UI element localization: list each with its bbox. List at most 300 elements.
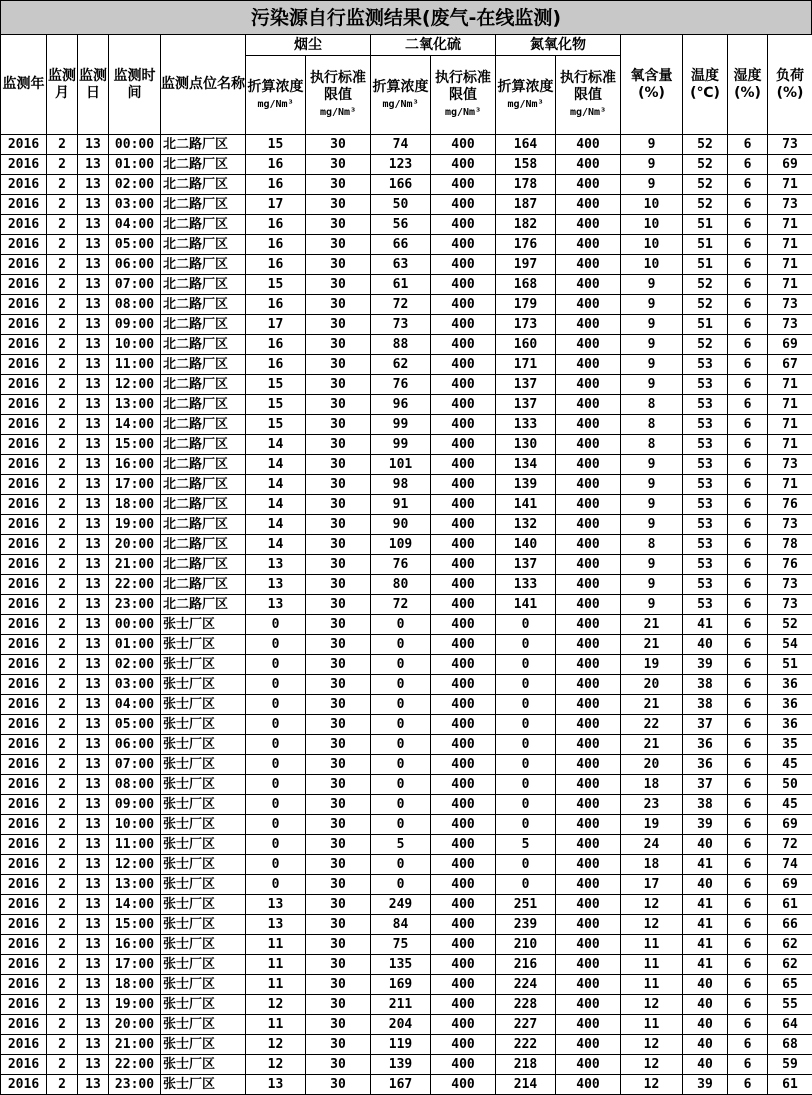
cell-load: 62 — [768, 935, 812, 955]
cell-dust-limit: 30 — [306, 315, 371, 335]
table-row — [1, 455, 812, 475]
cell-nox-limit: 400 — [556, 855, 621, 875]
cell-site: 张士厂区 — [161, 695, 246, 715]
cell-nox-limit: 400 — [556, 195, 621, 215]
cell-day: 13 — [78, 215, 109, 235]
cell-nox-limit: 400 — [556, 655, 621, 675]
cell-nox-limit: 400 — [556, 575, 621, 595]
cell-temperature: 52 — [683, 135, 728, 155]
cell-load: 36 — [768, 675, 812, 695]
cell-site: 张士厂区 — [161, 615, 246, 635]
cell-load: 65 — [768, 975, 812, 995]
cell-humidity: 6 — [728, 195, 768, 215]
cell-month: 2 — [47, 675, 78, 695]
cell-time: 23:00 — [109, 1075, 161, 1095]
cell-nox-limit: 400 — [556, 775, 621, 795]
cell-dust-concentration: 13 — [246, 575, 306, 595]
cell-year: 2016 — [1, 655, 47, 675]
cell-so2-concentration: 0 — [371, 615, 431, 635]
cell-so2-concentration: 211 — [371, 995, 431, 1015]
cell-day: 13 — [78, 195, 109, 215]
cell-so2-limit: 400 — [431, 295, 496, 315]
cell-nox-limit: 400 — [556, 695, 621, 715]
cell-oxygen: 17 — [621, 875, 683, 895]
table-row — [1, 1055, 812, 1075]
cell-nox-concentration: 140 — [496, 535, 556, 555]
cell-load: 69 — [768, 155, 812, 175]
cell-temperature: 40 — [683, 995, 728, 1015]
cell-so2-concentration: 76 — [371, 375, 431, 395]
cell-site: 北二路厂区 — [161, 235, 246, 255]
cell-load: 71 — [768, 415, 812, 435]
cell-day: 13 — [78, 615, 109, 635]
cell-nox-concentration: 158 — [496, 155, 556, 175]
cell-site: 北二路厂区 — [161, 255, 246, 275]
cell-nox-limit: 400 — [556, 535, 621, 555]
cell-so2-limit: 400 — [431, 995, 496, 1015]
table-row — [1, 855, 812, 875]
cell-so2-limit: 400 — [431, 455, 496, 475]
cell-oxygen: 8 — [621, 415, 683, 435]
cell-so2-concentration: 90 — [371, 515, 431, 535]
cell-so2-limit: 400 — [431, 775, 496, 795]
cell-oxygen: 9 — [621, 175, 683, 195]
cell-so2-concentration: 75 — [371, 935, 431, 955]
cell-so2-limit: 400 — [431, 315, 496, 335]
cell-site: 北二路厂区 — [161, 375, 246, 395]
cell-month: 2 — [47, 255, 78, 275]
cell-site: 张士厂区 — [161, 635, 246, 655]
cell-oxygen: 21 — [621, 615, 683, 635]
cell-year: 2016 — [1, 915, 47, 935]
cell-dust-limit: 30 — [306, 675, 371, 695]
cell-so2-concentration: 0 — [371, 855, 431, 875]
table-row — [1, 1035, 812, 1055]
cell-humidity: 6 — [728, 915, 768, 935]
cell-nox-limit: 400 — [556, 755, 621, 775]
cell-site: 张士厂区 — [161, 835, 246, 855]
cell-oxygen: 22 — [621, 715, 683, 735]
cell-dust-limit: 30 — [306, 475, 371, 495]
cell-oxygen: 9 — [621, 295, 683, 315]
cell-so2-limit: 400 — [431, 755, 496, 775]
cell-so2-limit: 400 — [431, 795, 496, 815]
cell-so2-concentration: 0 — [371, 715, 431, 735]
cell-so2-limit: 400 — [431, 895, 496, 915]
cell-nox-limit: 400 — [556, 735, 621, 755]
cell-temperature: 41 — [683, 955, 728, 975]
header-dust-limit — [306, 56, 371, 135]
cell-nox-limit: 400 — [556, 335, 621, 355]
cell-year: 2016 — [1, 375, 47, 395]
cell-time: 07:00 — [109, 275, 161, 295]
table-row — [1, 675, 812, 695]
cell-nox-concentration: 179 — [496, 295, 556, 315]
cell-humidity: 6 — [728, 875, 768, 895]
cell-month: 2 — [47, 355, 78, 375]
cell-humidity: 6 — [728, 695, 768, 715]
table-row — [1, 715, 812, 735]
cell-load: 36 — [768, 695, 812, 715]
header-label: 执行标准限值 — [435, 70, 491, 103]
cell-oxygen: 10 — [621, 215, 683, 235]
header-label: 折算浓度 — [247, 78, 304, 95]
cell-month: 2 — [47, 875, 78, 895]
cell-site: 张士厂区 — [161, 675, 246, 695]
cell-month: 2 — [47, 735, 78, 755]
cell-so2-limit: 400 — [431, 235, 496, 255]
header-temperature: 温度(℃) — [683, 35, 728, 135]
cell-year: 2016 — [1, 1015, 47, 1035]
header-oxygen: 氧含量(%) — [621, 35, 683, 135]
cell-time: 09:00 — [109, 795, 161, 815]
cell-so2-concentration: 169 — [371, 975, 431, 995]
header-label: 折算浓度 — [372, 78, 429, 95]
unit-label: mg/Nm³ — [257, 98, 294, 110]
cell-site: 北二路厂区 — [161, 535, 246, 555]
cell-oxygen: 18 — [621, 855, 683, 875]
cell-oxygen: 10 — [621, 235, 683, 255]
cell-month: 2 — [47, 715, 78, 735]
table-row — [1, 575, 812, 595]
cell-so2-concentration: 76 — [371, 555, 431, 575]
cell-dust-concentration: 0 — [246, 855, 306, 875]
cell-nox-concentration: 182 — [496, 215, 556, 235]
cell-nox-limit: 400 — [556, 615, 621, 635]
cell-day: 13 — [78, 275, 109, 295]
cell-dust-concentration: 13 — [246, 895, 306, 915]
cell-dust-concentration: 0 — [246, 755, 306, 775]
cell-month: 2 — [47, 455, 78, 475]
header-label: 执行标准限值 — [310, 70, 366, 103]
cell-month: 2 — [47, 1035, 78, 1055]
table-row — [1, 215, 812, 235]
cell-year: 2016 — [1, 975, 47, 995]
cell-year: 2016 — [1, 675, 47, 695]
cell-site: 张士厂区 — [161, 915, 246, 935]
cell-year: 2016 — [1, 795, 47, 815]
cell-dust-limit: 30 — [306, 935, 371, 955]
header-dust-group: 烟尘 — [246, 35, 371, 56]
table-row — [1, 735, 812, 755]
cell-dust-limit: 30 — [306, 175, 371, 195]
cell-dust-limit: 30 — [306, 215, 371, 235]
cell-so2-limit: 400 — [431, 355, 496, 375]
cell-temperature: 36 — [683, 735, 728, 755]
cell-site: 张士厂区 — [161, 1015, 246, 1035]
cell-time: 13:00 — [109, 875, 161, 895]
cell-load: 62 — [768, 955, 812, 975]
cell-month: 2 — [47, 755, 78, 775]
cell-month: 2 — [47, 815, 78, 835]
cell-temperature: 52 — [683, 295, 728, 315]
cell-site: 北二路厂区 — [161, 555, 246, 575]
cell-so2-concentration: 74 — [371, 135, 431, 155]
cell-dust-limit: 30 — [306, 795, 371, 815]
cell-site: 北二路厂区 — [161, 295, 246, 315]
cell-nox-limit: 400 — [556, 435, 621, 455]
cell-humidity: 6 — [728, 535, 768, 555]
cell-load: 71 — [768, 395, 812, 415]
cell-month: 2 — [47, 795, 78, 815]
cell-time: 16:00 — [109, 935, 161, 955]
cell-nox-concentration: 0 — [496, 755, 556, 775]
cell-dust-limit: 30 — [306, 335, 371, 355]
cell-oxygen: 24 — [621, 835, 683, 855]
cell-dust-limit: 30 — [306, 1055, 371, 1075]
table-row — [1, 535, 812, 555]
cell-dust-limit: 30 — [306, 195, 371, 215]
cell-nox-limit: 400 — [556, 875, 621, 895]
cell-month: 2 — [47, 655, 78, 675]
cell-day: 13 — [78, 935, 109, 955]
cell-temperature: 53 — [683, 455, 728, 475]
cell-so2-limit: 400 — [431, 915, 496, 935]
cell-month: 2 — [47, 955, 78, 975]
cell-load: 73 — [768, 455, 812, 475]
cell-nox-limit: 400 — [556, 895, 621, 915]
cell-so2-limit: 400 — [431, 615, 496, 635]
cell-site: 张士厂区 — [161, 735, 246, 755]
cell-temperature: 53 — [683, 555, 728, 575]
cell-so2-concentration: 63 — [371, 255, 431, 275]
cell-day: 13 — [78, 635, 109, 655]
cell-month: 2 — [47, 235, 78, 255]
cell-day: 13 — [78, 855, 109, 875]
cell-temperature: 38 — [683, 675, 728, 695]
cell-temperature: 53 — [683, 355, 728, 375]
cell-day: 13 — [78, 875, 109, 895]
cell-temperature: 53 — [683, 435, 728, 455]
cell-dust-concentration: 14 — [246, 535, 306, 555]
header-month: 监测月 — [47, 35, 78, 135]
cell-time: 00:00 — [109, 615, 161, 635]
cell-dust-limit: 30 — [306, 295, 371, 315]
cell-time: 23:00 — [109, 595, 161, 615]
cell-day: 13 — [78, 315, 109, 335]
cell-time: 10:00 — [109, 335, 161, 355]
cell-month: 2 — [47, 515, 78, 535]
cell-oxygen: 12 — [621, 995, 683, 1015]
cell-day: 13 — [78, 695, 109, 715]
header-nox-concentration — [496, 56, 556, 135]
table-row — [1, 795, 812, 815]
cell-so2-concentration: 56 — [371, 215, 431, 235]
cell-time: 18:00 — [109, 495, 161, 515]
cell-temperature: 52 — [683, 275, 728, 295]
cell-temperature: 52 — [683, 335, 728, 355]
cell-so2-concentration: 80 — [371, 575, 431, 595]
cell-so2-limit: 400 — [431, 255, 496, 275]
cell-oxygen: 11 — [621, 955, 683, 975]
cell-so2-concentration: 62 — [371, 355, 431, 375]
cell-site: 张士厂区 — [161, 995, 246, 1015]
cell-so2-concentration: 99 — [371, 415, 431, 435]
cell-temperature: 53 — [683, 395, 728, 415]
cell-dust-concentration: 15 — [246, 375, 306, 395]
cell-load: 73 — [768, 135, 812, 155]
cell-year: 2016 — [1, 415, 47, 435]
cell-nox-limit: 400 — [556, 215, 621, 235]
cell-so2-limit: 400 — [431, 855, 496, 875]
cell-time: 12:00 — [109, 855, 161, 875]
cell-so2-limit: 400 — [431, 1015, 496, 1035]
cell-temperature: 40 — [683, 975, 728, 995]
table-row — [1, 775, 812, 795]
cell-site: 北二路厂区 — [161, 455, 246, 475]
cell-humidity: 6 — [728, 855, 768, 875]
cell-humidity: 6 — [728, 735, 768, 755]
cell-site: 北二路厂区 — [161, 575, 246, 595]
cell-month: 2 — [47, 215, 78, 235]
cell-month: 2 — [47, 975, 78, 995]
cell-month: 2 — [47, 1075, 78, 1095]
table-body — [1, 135, 812, 1095]
cell-so2-concentration: 5 — [371, 835, 431, 855]
cell-oxygen: 9 — [621, 135, 683, 155]
cell-so2-limit: 400 — [431, 535, 496, 555]
cell-humidity: 6 — [728, 955, 768, 975]
cell-load: 59 — [768, 1055, 812, 1075]
cell-time: 13:00 — [109, 395, 161, 415]
cell-nox-limit: 400 — [556, 635, 621, 655]
cell-dust-limit: 30 — [306, 435, 371, 455]
table-row — [1, 375, 812, 395]
cell-nox-limit: 400 — [556, 835, 621, 855]
cell-humidity: 6 — [728, 675, 768, 695]
cell-oxygen: 9 — [621, 515, 683, 535]
cell-load: 71 — [768, 175, 812, 195]
cell-year: 2016 — [1, 595, 47, 615]
cell-day: 13 — [78, 335, 109, 355]
table-row — [1, 595, 812, 615]
cell-load: 35 — [768, 735, 812, 755]
cell-temperature: 41 — [683, 915, 728, 935]
cell-year: 2016 — [1, 495, 47, 515]
cell-nox-concentration: 0 — [496, 815, 556, 835]
cell-so2-concentration: 72 — [371, 595, 431, 615]
cell-load: 52 — [768, 615, 812, 635]
cell-nox-limit: 400 — [556, 175, 621, 195]
cell-day: 13 — [78, 455, 109, 475]
cell-oxygen: 11 — [621, 1015, 683, 1035]
cell-dust-concentration: 17 — [246, 195, 306, 215]
unit-label: mg/Nm³ — [444, 107, 482, 118]
cell-temperature: 53 — [683, 515, 728, 535]
cell-nox-limit: 400 — [556, 1075, 621, 1095]
cell-day: 13 — [78, 415, 109, 435]
cell-time: 03:00 — [109, 195, 161, 215]
cell-site: 张士厂区 — [161, 975, 246, 995]
cell-site: 张士厂区 — [161, 655, 246, 675]
cell-load: 61 — [768, 895, 812, 915]
cell-humidity: 6 — [728, 995, 768, 1015]
cell-temperature: 53 — [683, 495, 728, 515]
cell-year: 2016 — [1, 515, 47, 535]
cell-oxygen: 21 — [621, 635, 683, 655]
cell-nox-concentration: 141 — [496, 595, 556, 615]
cell-so2-limit: 400 — [431, 1075, 496, 1095]
cell-temperature: 40 — [683, 875, 728, 895]
cell-dust-concentration: 15 — [246, 135, 306, 155]
cell-dust-concentration: 12 — [246, 995, 306, 1015]
table-row — [1, 935, 812, 955]
header-site: 监测点位名称 — [161, 35, 246, 135]
cell-day: 13 — [78, 1015, 109, 1035]
cell-nox-concentration: 164 — [496, 135, 556, 155]
cell-temperature: 38 — [683, 795, 728, 815]
cell-so2-limit: 400 — [431, 555, 496, 575]
cell-dust-limit: 30 — [306, 375, 371, 395]
cell-humidity: 6 — [728, 415, 768, 435]
cell-dust-limit: 30 — [306, 255, 371, 275]
cell-time: 08:00 — [109, 775, 161, 795]
cell-temperature: 53 — [683, 575, 728, 595]
cell-so2-concentration: 88 — [371, 335, 431, 355]
cell-temperature: 39 — [683, 1075, 728, 1095]
cell-year: 2016 — [1, 935, 47, 955]
cell-so2-concentration: 135 — [371, 955, 431, 975]
cell-dust-concentration: 16 — [246, 175, 306, 195]
cell-humidity: 6 — [728, 375, 768, 395]
cell-day: 13 — [78, 1075, 109, 1095]
cell-dust-concentration: 0 — [246, 715, 306, 735]
cell-oxygen: 19 — [621, 815, 683, 835]
cell-year: 2016 — [1, 875, 47, 895]
cell-nox-limit: 400 — [556, 935, 621, 955]
cell-oxygen: 9 — [621, 555, 683, 575]
table-row — [1, 255, 812, 275]
cell-dust-concentration: 0 — [246, 695, 306, 715]
cell-oxygen: 18 — [621, 775, 683, 795]
cell-day: 13 — [78, 495, 109, 515]
cell-nox-concentration: 130 — [496, 435, 556, 455]
cell-so2-limit: 400 — [431, 635, 496, 655]
cell-so2-limit: 400 — [431, 475, 496, 495]
cell-site: 张士厂区 — [161, 775, 246, 795]
cell-time: 06:00 — [109, 255, 161, 275]
cell-day: 13 — [78, 675, 109, 695]
cell-nox-limit: 400 — [556, 455, 621, 475]
cell-dust-concentration: 0 — [246, 655, 306, 675]
cell-dust-concentration: 17 — [246, 315, 306, 335]
cell-so2-concentration: 119 — [371, 1035, 431, 1055]
table-row — [1, 1075, 812, 1095]
header-dust-concentration — [246, 56, 306, 135]
cell-temperature: 39 — [683, 815, 728, 835]
table-row — [1, 635, 812, 655]
cell-month: 2 — [47, 495, 78, 515]
cell-so2-limit: 400 — [431, 135, 496, 155]
cell-so2-limit: 400 — [431, 435, 496, 455]
cell-so2-concentration: 0 — [371, 695, 431, 715]
cell-so2-limit: 400 — [431, 715, 496, 735]
cell-month: 2 — [47, 275, 78, 295]
cell-day: 13 — [78, 915, 109, 935]
cell-dust-limit: 30 — [306, 1035, 371, 1055]
cell-month: 2 — [47, 475, 78, 495]
cell-so2-limit: 400 — [431, 735, 496, 755]
cell-year: 2016 — [1, 635, 47, 655]
cell-nox-concentration: 251 — [496, 895, 556, 915]
cell-year: 2016 — [1, 1035, 47, 1055]
cell-day: 13 — [78, 555, 109, 575]
cell-dust-concentration: 16 — [246, 235, 306, 255]
cell-nox-concentration: 0 — [496, 735, 556, 755]
cell-nox-concentration: 222 — [496, 1035, 556, 1055]
cell-dust-limit: 30 — [306, 655, 371, 675]
cell-so2-limit: 400 — [431, 275, 496, 295]
